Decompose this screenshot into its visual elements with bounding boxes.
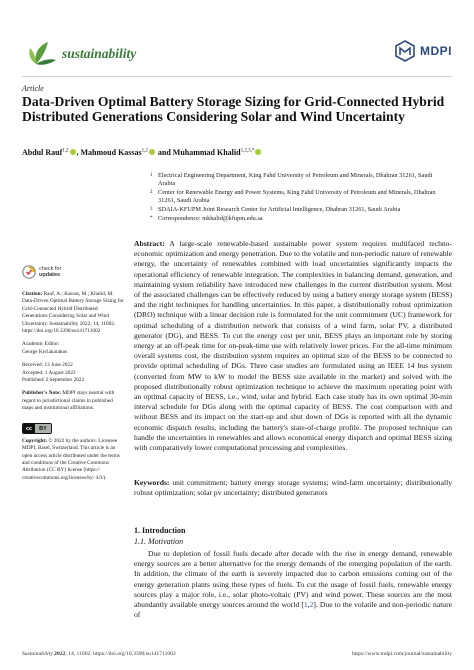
keywords	[134, 478, 452, 498]
citation-label: Citation:	[22, 291, 43, 297]
section-heading: 1. Introduction	[134, 526, 186, 535]
footer-journal-url[interactable]: https://www.mdpi.com/journal/sustainability	[351, 651, 452, 657]
dates-block	[22, 362, 124, 384]
affiliation-item	[150, 206, 450, 214]
affiliation-number: 1	[150, 173, 153, 178]
check-updates-line1: check for	[39, 266, 62, 272]
published-date: Published: 2 September 2022	[22, 377, 85, 384]
author-affiliation-marker: 1,2,3,*	[240, 148, 255, 154]
copyright-text: © 2022 by the authors. Licensee MDPI, Basel, Switzerland. This article is an open access article distributed under the terms and conditions of the Creative Commons Attribution (CC BY) license (https:// creativecommons.org/licenses/by/ 4.0/).	[22, 437, 120, 481]
mdpi-logo	[394, 40, 452, 62]
abstract-label: Abstract:	[134, 239, 165, 248]
footer-year: 2022	[54, 651, 66, 657]
footer-volume: 14	[68, 651, 74, 657]
copyright-label: Copyright:	[22, 437, 48, 444]
accepted-date: Accepted: 1 August 2022	[22, 369, 76, 376]
author-conjunction: and	[157, 148, 171, 157]
publisher-name: MDPI	[420, 44, 452, 58]
publisher-note-label: Publisher's Note:	[22, 390, 61, 397]
check-updates-icon	[22, 265, 36, 279]
introduction-paragraph	[134, 549, 452, 620]
keywords-text: unit commitment; battery energy storage systems; wind-farm uncertainty; distributionally robust optimization; solar pv uncertainty; distributed generators	[134, 478, 452, 498]
article-sidebar	[22, 265, 124, 488]
affiliation-text: Electrical Engineering Department, King Fahd University of Petroleum and Minerals, Dhahran 31261, Saudi Arabia	[158, 172, 433, 187]
mdpi-logo-icon	[394, 40, 416, 62]
correspondence-email[interactable]: Correspondence: mkhalid@kfupm.edu.sa	[158, 215, 263, 222]
author-name[interactable]: Abdul Rauf	[22, 148, 63, 157]
received-date: Received: 13 June 2022	[22, 362, 73, 369]
page-footer	[22, 651, 452, 657]
affiliation-text: SDAIA-KFUPM Joint Research Center for Artificial Intelligence, Dhahran 31261, Saudi Arabia	[158, 206, 401, 213]
citation-text[interactable]: Rauf, A.; Kassas, M.; Khalid, M. Data-Driven Optimal Battery Storage Sizing for Grid-Connected Hybrid Distributed Generations Considering Solar and Wind Uncertainty. Sustainability 2022, 14, 11002. https://doi.org/10.3390/su141711002	[22, 291, 124, 335]
affiliation-number: 3	[150, 207, 153, 212]
affiliation-text: Center for Renewable Energy and Power Systems, King Fahd University of Petroleum and Minerals, Dhahran 31261, Saudi Arabia	[158, 189, 436, 204]
academic-editor-block	[22, 341, 124, 356]
reference-link[interactable]: 1	[303, 600, 308, 610]
header-divider	[22, 76, 452, 77]
academic-editor-name: George Kyriakarakos	[22, 348, 68, 355]
footer-citation: Sustainability 2022, 14, 11002. https://doi.org/10.3390/su141711002	[22, 651, 176, 657]
orcid-icon[interactable]	[149, 149, 155, 155]
affiliation-number: 2	[150, 190, 153, 195]
affiliations	[150, 172, 450, 224]
author-name[interactable]: Muhammad Khalid	[172, 148, 241, 157]
cc-by-license-icon[interactable]	[22, 423, 52, 434]
footer-article-number: 11002	[76, 651, 91, 657]
abstract-text: A large-scale renewable-based sustainable power system requires multifaced techno-economic optimization and energy penetration. Due to the volatile and non-periodic nature of renewable energy, the uncertainty of renewables combined with load uncertainties significantly impacts the operational efficiency of renewable integration. The complexities in balancing demand, generation, and maintaining system reliability have introduced new challenges in the current distribution system. Most of the associated challenges can be effectively reduced by using a battery energy storage system (BESS) and the right techniques for handling uncertainties. In this paper, a distributionally robust optimization (DRO) technique with a linear decision rule is formulated for the unit commitment (UC) framework for optimal scheduling of a distribution network that consists of a wind farm, solar PV, a distributed generator (DG), and BESS. To cut the energy cost per unit, BESS plays an important role by storing energy at an off-peak time for on-peak-time use with relatively lower prices. For the all-time minimum overall systems cost, the distribution system requires an optimal size of the BESS to be connected to provide optimal scheduling of DGs. Three case studies are formulated using an IEEE 14 bus system (converted from MW to kW to model the BESS size available in the market) and solved with the proposed distributionally robust optimization technique to achieve the maximum operating point with an optimal capacity of BESS, i.e., wind, solar and hybrid. Each case study has its own optimal 30-min interval schedule for DGs along with the optimal capacity of BESS. The cost comparison with and without BESS and its impact on the start-up and shut down of DGs is reported with all the dynamic economic dispatch results, including the battery's state-of-charge profile. The proposed technique can handle the uncertainties in renewables and allows economical energy dispatch and optimal BESS sizing with comparatively lower computational processing and complexities.	[134, 239, 453, 453]
check-updates-line2: updates	[39, 272, 61, 278]
footer-doi-link[interactable]: https://doi.org/10.3390/su141711002	[93, 651, 176, 657]
affiliation-item	[150, 215, 450, 223]
orcid-icon[interactable]	[70, 149, 76, 155]
keywords-label: Keywords:	[134, 478, 170, 487]
copyright-block	[22, 438, 124, 482]
abstract	[134, 239, 452, 453]
publisher-note-text: MDPI stays neutral with regard to jurisdictional claims in published maps and institutional affiliations.	[22, 390, 115, 412]
affiliation-number: *	[150, 216, 153, 221]
author-affiliation-marker: 1,2	[141, 148, 148, 154]
check-for-updates-button[interactable]	[22, 265, 124, 279]
journal-header	[22, 38, 452, 74]
paragraph-text: Due to depletion of fossil fuels decade after decade with the rise in energy demand, renewable energy sources are a better alternative for the energy demands of the emerging population of the earth. In addition, the climate of the earth is severely impacted due to carbon emissions coming out of the energy generation plants using these types of fuels. To cut the usage of fossil fuels, renewable energy sources play a major role, i.e., solar photo-voltaic (PV) and wind power. These sources are the most abundantly available energy sources around the world [	[134, 549, 452, 610]
author-list: Abdul Rauf$^{1,2}$ , Mahmoud Kassas$^{1,2}$ and Muhammad Khalid$^{1,2,3,*}$	[22, 148, 462, 157]
subsection-heading: 1.1. Motivation	[134, 537, 184, 546]
reference-link[interactable]: 2	[309, 600, 314, 610]
affiliation-item	[150, 189, 450, 205]
publisher-note-block	[22, 390, 124, 412]
cc-logo-left: cc	[23, 424, 35, 433]
footer-journal: Sustainability	[22, 651, 53, 657]
paragraph-text-continued: ]. Due to the volatile and non-periodic nature of	[134, 600, 452, 620]
cc-logo-right: BY	[35, 424, 51, 433]
affiliation-item	[150, 172, 450, 188]
article-title: Data-Driven Optimal Battery Storage Sizing for Grid-Connected Hybrid Distributed Generations Considering Solar and Wind Uncertainty	[22, 94, 445, 124]
article-type: Article	[22, 84, 44, 93]
sustainability-logo-icon	[22, 38, 62, 68]
academic-editor-label: Academic Editor:	[22, 341, 60, 348]
author-name[interactable]: Mahmoud Kassas	[80, 148, 142, 157]
citation-block	[22, 291, 124, 335]
journal-name: sustainability	[62, 46, 137, 61]
reference-separator: ,	[307, 600, 310, 610]
author-affiliation-marker: 1,2	[62, 148, 69, 154]
orcid-icon[interactable]	[255, 149, 261, 155]
